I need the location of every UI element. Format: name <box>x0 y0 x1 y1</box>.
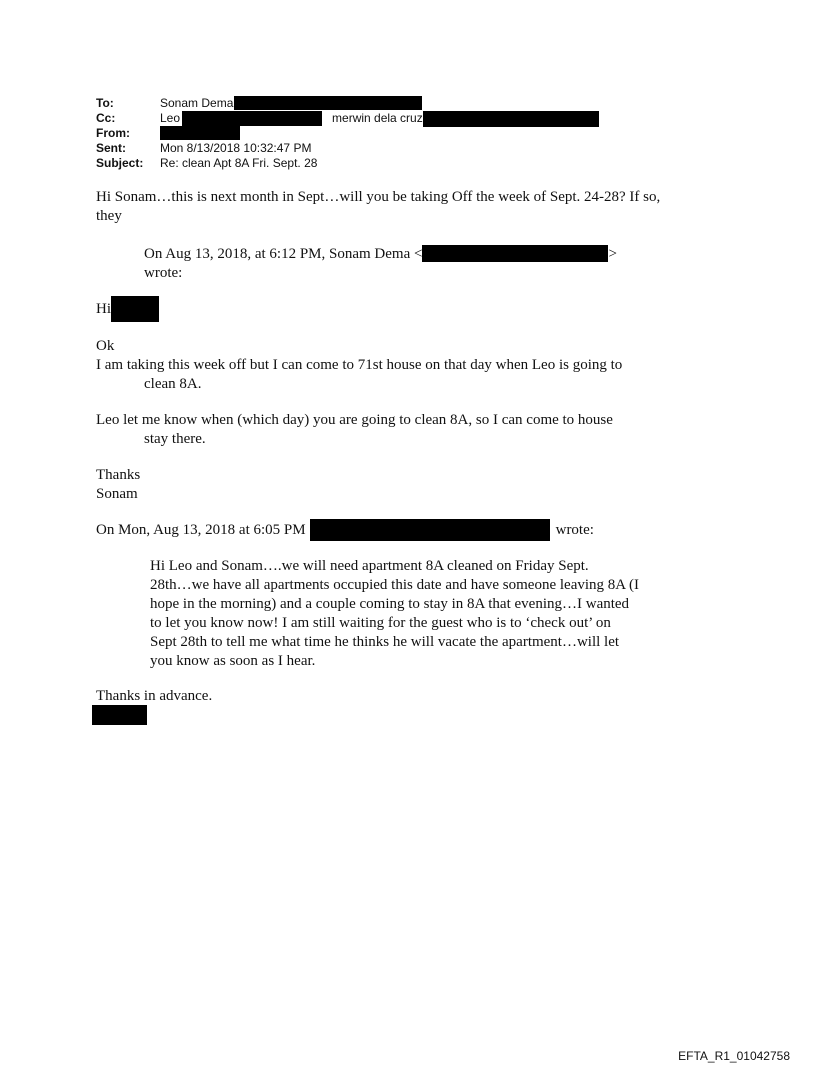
ok-line: Ok <box>96 338 115 354</box>
cc-value-1: Leo <box>160 111 181 125</box>
from-label: From: <box>96 126 130 140</box>
leo-line-2: stay there. <box>144 431 206 447</box>
quoted-line: hope in the morning) and a couple coming to stay in 8A that evening…I wanted <box>150 596 630 612</box>
cc-value-wrap <box>160 111 599 127</box>
quote1-prefix: On Aug 13, 2018, at 6:12 PM, Sonam Dema < <box>144 246 423 262</box>
thanks-line: Thanks <box>96 467 141 483</box>
redaction-bar <box>111 296 159 322</box>
to-label: To: <box>96 96 114 110</box>
sent-label: Sent: <box>96 141 126 155</box>
redaction-bar <box>423 111 599 127</box>
quote2-attribution <box>96 521 594 541</box>
quoted-line: you know as soon as I hear. <box>150 653 316 669</box>
quoted-line: Sept 28th to tell me what time he thinks he will vacate the apartment…will let <box>150 634 620 650</box>
cc-label: Cc: <box>96 111 116 125</box>
document-id: EFTA_R1_01042758 <box>678 1049 790 1063</box>
signature-redaction <box>92 705 147 725</box>
cc-value-2: merwin dela cruz <box>332 111 423 125</box>
redaction-bar <box>422 245 608 262</box>
taking-line-1: I am taking this week off but I can come to 71st house on that day when Leo is going to <box>96 357 623 373</box>
quote1-wrote: wrote: <box>144 265 183 281</box>
redaction-bar <box>310 519 550 541</box>
signature-name: Sonam <box>96 486 138 502</box>
redaction-bar <box>92 705 147 725</box>
quote2-suffix: wrote: <box>555 522 594 538</box>
thanks-in-advance: Thanks in advance. <box>96 688 213 704</box>
greeting-hi: Hi <box>96 301 111 317</box>
quoted-line: 28th…we have all apartments occupied this date and have someone leaving 8A (I <box>150 577 640 593</box>
subject-value: Re: clean Apt 8A Fri. Sept. 28 <box>160 156 318 170</box>
to-value-wrap <box>160 96 422 111</box>
redaction-bar <box>234 96 422 110</box>
quote2-prefix: On Mon, Aug 13, 2018 at 6:05 PM <box>96 522 306 538</box>
sent-value: Mon 8/13/2018 10:32:47 PM <box>160 141 312 155</box>
quote1-suffix: > <box>608 246 617 262</box>
quote1-attribution <box>96 245 617 264</box>
to-value: Sonam Dema <box>160 96 234 110</box>
intro-line-1: Hi Sonam…this is next month in Sept…will you be taking Off the week of Sept. 24-28? If so, <box>96 189 661 205</box>
redaction-bar <box>160 126 240 140</box>
intro-line-2: they <box>96 208 122 224</box>
quoted-line: to let you know now! I am still waiting for the guest who is to ‘check out’ on <box>150 615 611 631</box>
from-value-wrap <box>160 126 240 141</box>
greeting-line <box>96 300 159 322</box>
subject-label: Subject: <box>96 156 144 170</box>
quoted-line: Hi Leo and Sonam….we will need apartment 8A cleaned on Friday Sept. <box>150 558 589 574</box>
leo-line-1: Leo let me know when (which day) you are going to clean 8A, so I can come to house <box>96 412 613 428</box>
redaction-bar <box>182 111 322 126</box>
taking-line-2: clean 8A. <box>144 376 202 392</box>
